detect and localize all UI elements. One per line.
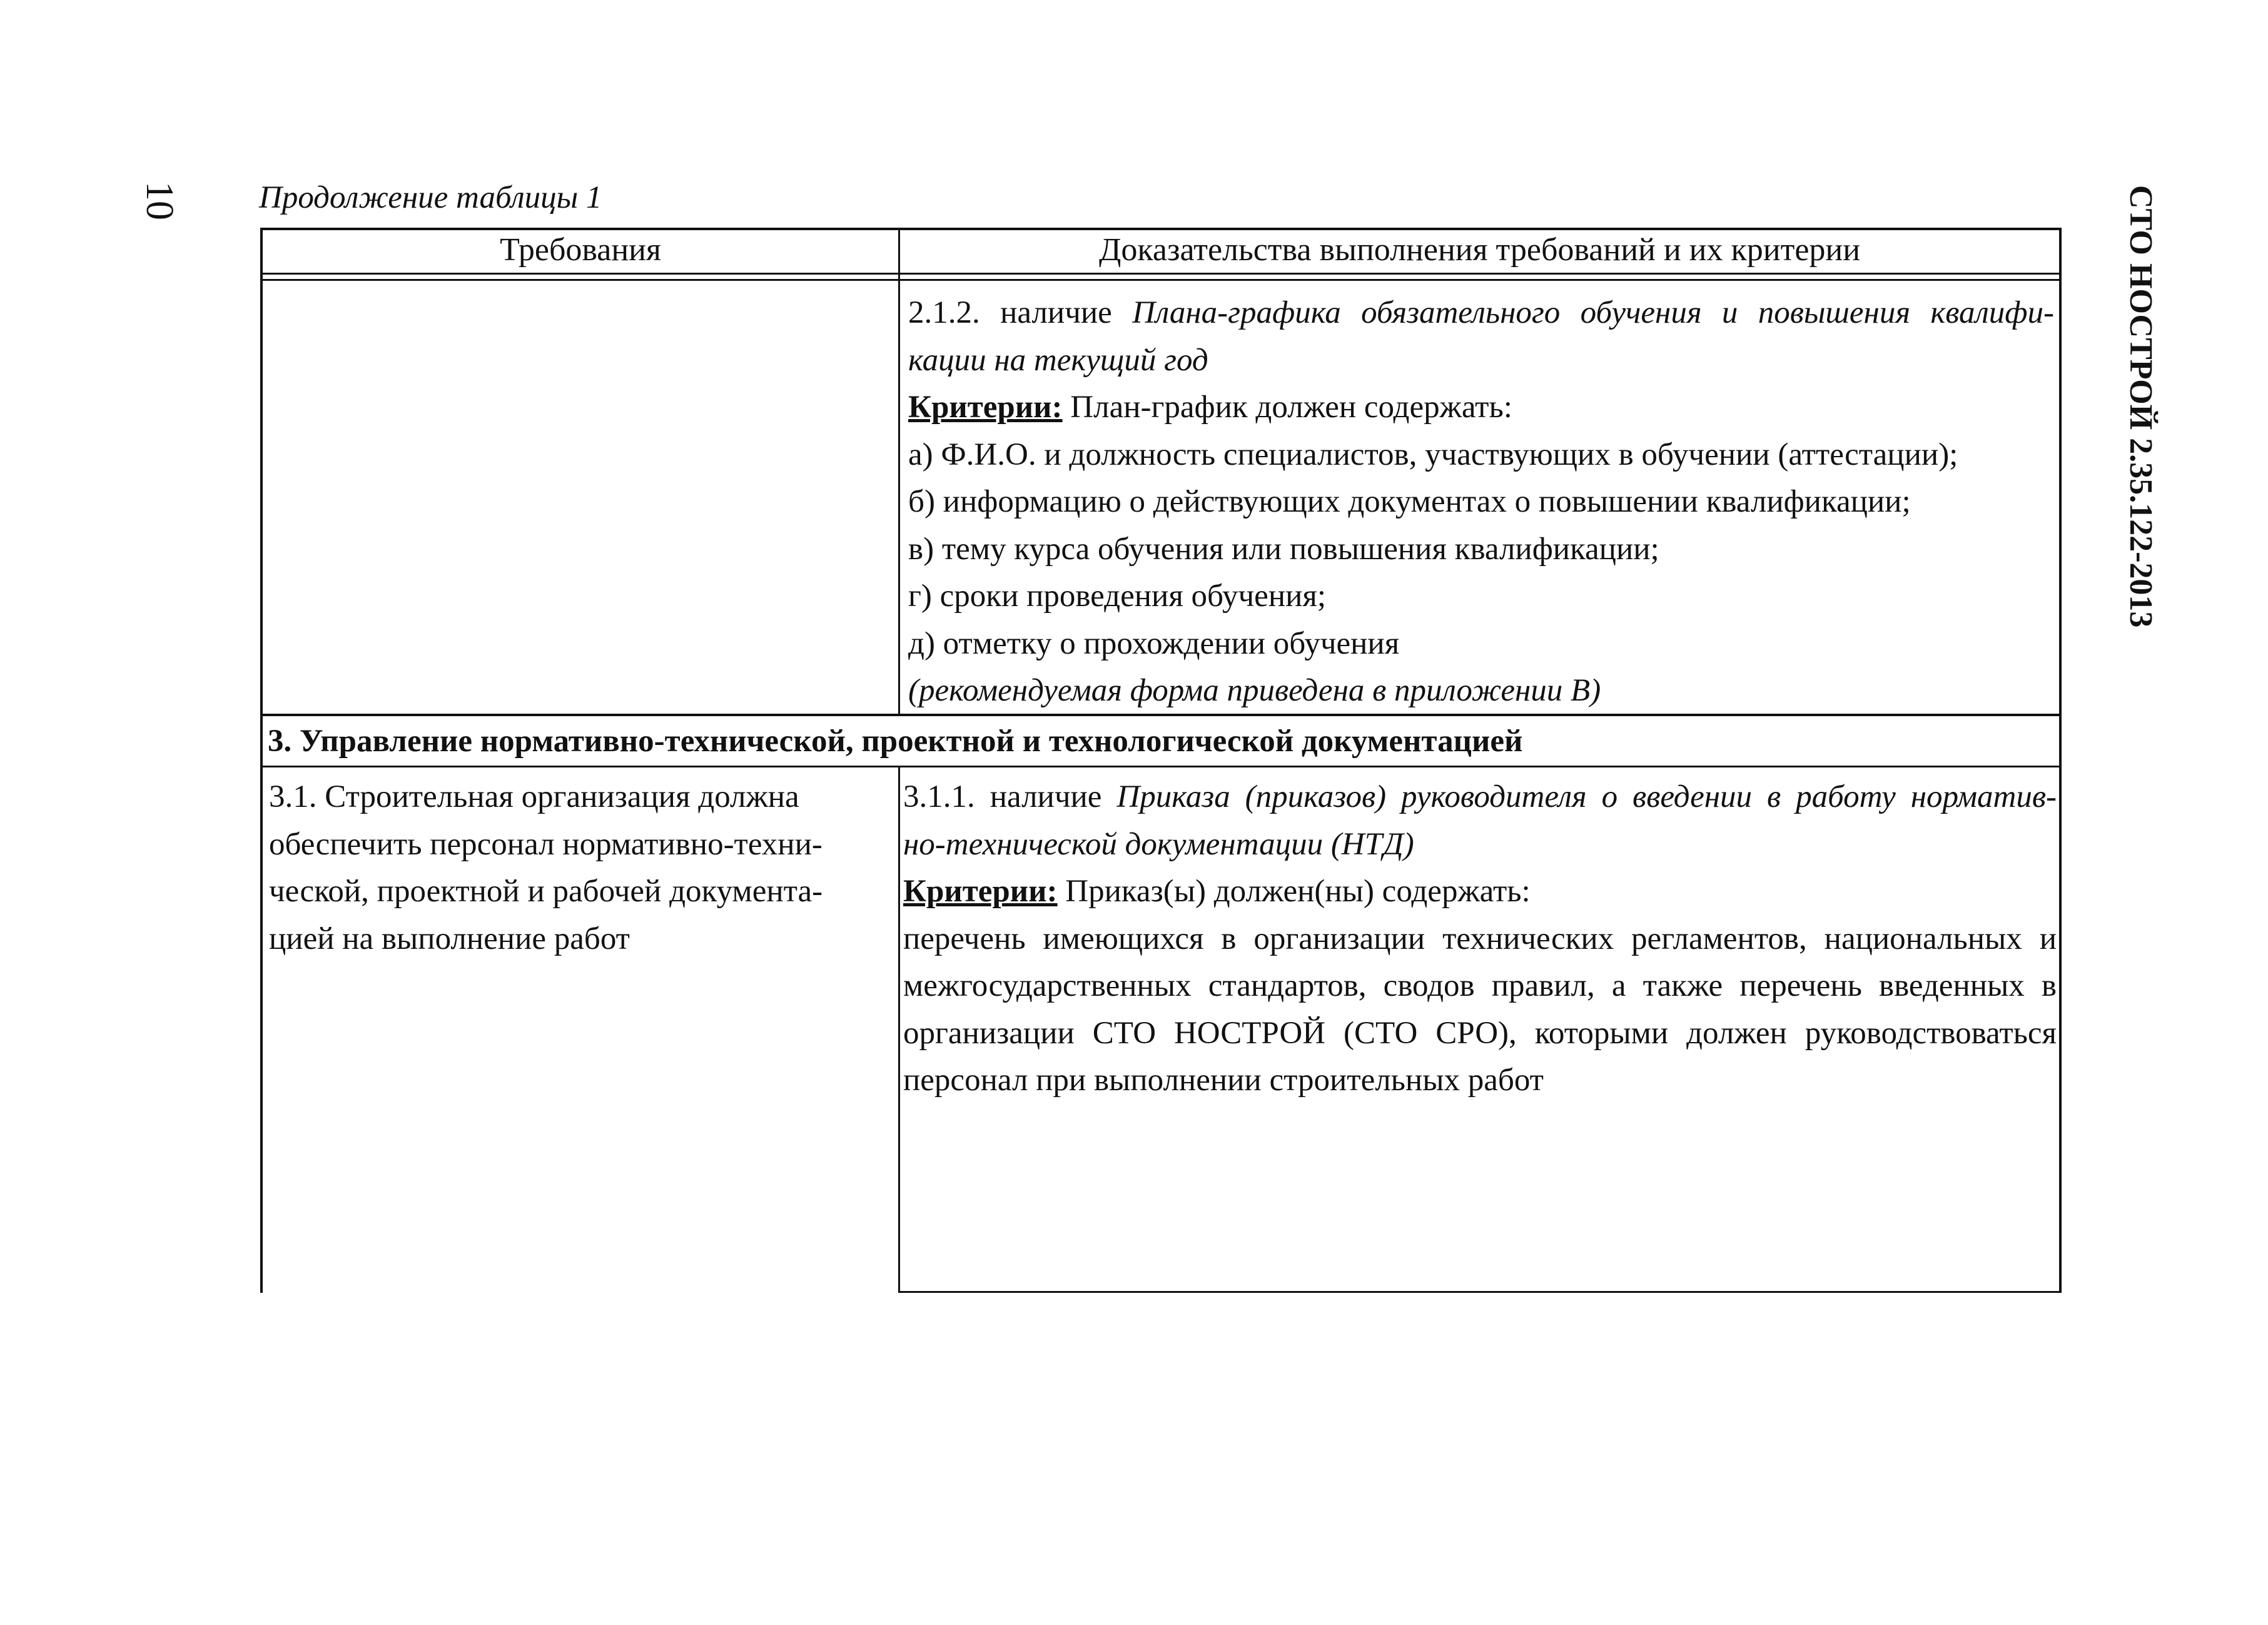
row2-criteria-text: Приказ(ы) должен(ны) содержать: xyxy=(1057,874,1531,909)
row1-list-item-e: д) отметку о прохождении обучения xyxy=(908,625,1400,661)
row2-item-title: Приказа (приказов) руководителя о введении в работу норматив- xyxy=(1116,779,2057,814)
row1-note: (рекомендуемая форма приведена в приложении В) xyxy=(908,673,1601,708)
row2-body-line: перечень имеющихся в организации технических регламентов, национальных и xyxy=(903,921,2057,956)
row2-criteria xyxy=(903,868,2057,916)
header-requirements: Требования xyxy=(500,232,661,268)
row1-item-number: 2.1.2. наличие xyxy=(908,295,1133,330)
row1-criteria-text: План-график должен содержать: xyxy=(1062,390,1512,425)
row2-evidence-cell xyxy=(903,774,2057,1105)
row1-list-item-d: г) сроки проведения обучения; xyxy=(908,579,1327,614)
section-heading: 3. Управление нормативно-технической, проектной и технологической документацией xyxy=(268,724,1523,759)
row2-item-number: 3.1.1. наличие xyxy=(903,779,1117,814)
row2-body-line: организации СТО НОСТРОЙ (СТО СРО), которыми должен руководствоваться xyxy=(903,1015,2057,1051)
row2-item-line1 xyxy=(903,774,2057,821)
row2-criteria-label: Критерии: xyxy=(903,874,1058,909)
row2-item-line2: но-технической документации (НТД) xyxy=(903,826,1414,862)
page-number: 10 xyxy=(138,181,181,220)
row2-requirement-line: 3.1. Строительная организация должна xyxy=(269,779,799,814)
document-code: СТО НОСТРОЙ 2.35.122-2013 xyxy=(2123,185,2159,628)
row1-item-line1 xyxy=(908,290,2054,337)
row2-requirement-line: цией на выполнение работ xyxy=(269,921,630,956)
row2-requirement-line: обеспечить персонал нормативно-техни- xyxy=(269,826,823,862)
header-evidence: Доказательства выполнения требований и их критерии xyxy=(1098,232,1861,268)
row1-criteria-label: Критерии: xyxy=(908,390,1063,425)
row1-criteria xyxy=(908,384,2054,432)
row1-item-line2: кации на текущий год xyxy=(908,342,1208,378)
row2-requirement-cell xyxy=(269,774,894,963)
row1-list-item-c: в) тему курса обучения или повышения квалификации; xyxy=(908,531,1659,567)
row1-item-title: Плана-графика обязательного обучения и повышения квалифи- xyxy=(1132,295,2054,330)
row1-evidence-cell xyxy=(908,290,2054,715)
row2-body-line: межгосударственных стандартов, сводов правил, а также перечень введенных в xyxy=(903,968,2057,1003)
table-caption: Продолжение таблицы 1 xyxy=(259,180,602,215)
row1-list-item-b: б) информацию о действующих документах о повышении квалификации; xyxy=(908,484,1911,519)
row1-list-item-a: а) Ф.И.О. и должность специалистов, участвующих в обучении (аттестации); xyxy=(908,437,1958,472)
row2-requirement-line: ческой, проектной и рабочей документа- xyxy=(269,874,823,909)
row2-body-line: персонал при выполнении строительных работ xyxy=(903,1063,1544,1098)
